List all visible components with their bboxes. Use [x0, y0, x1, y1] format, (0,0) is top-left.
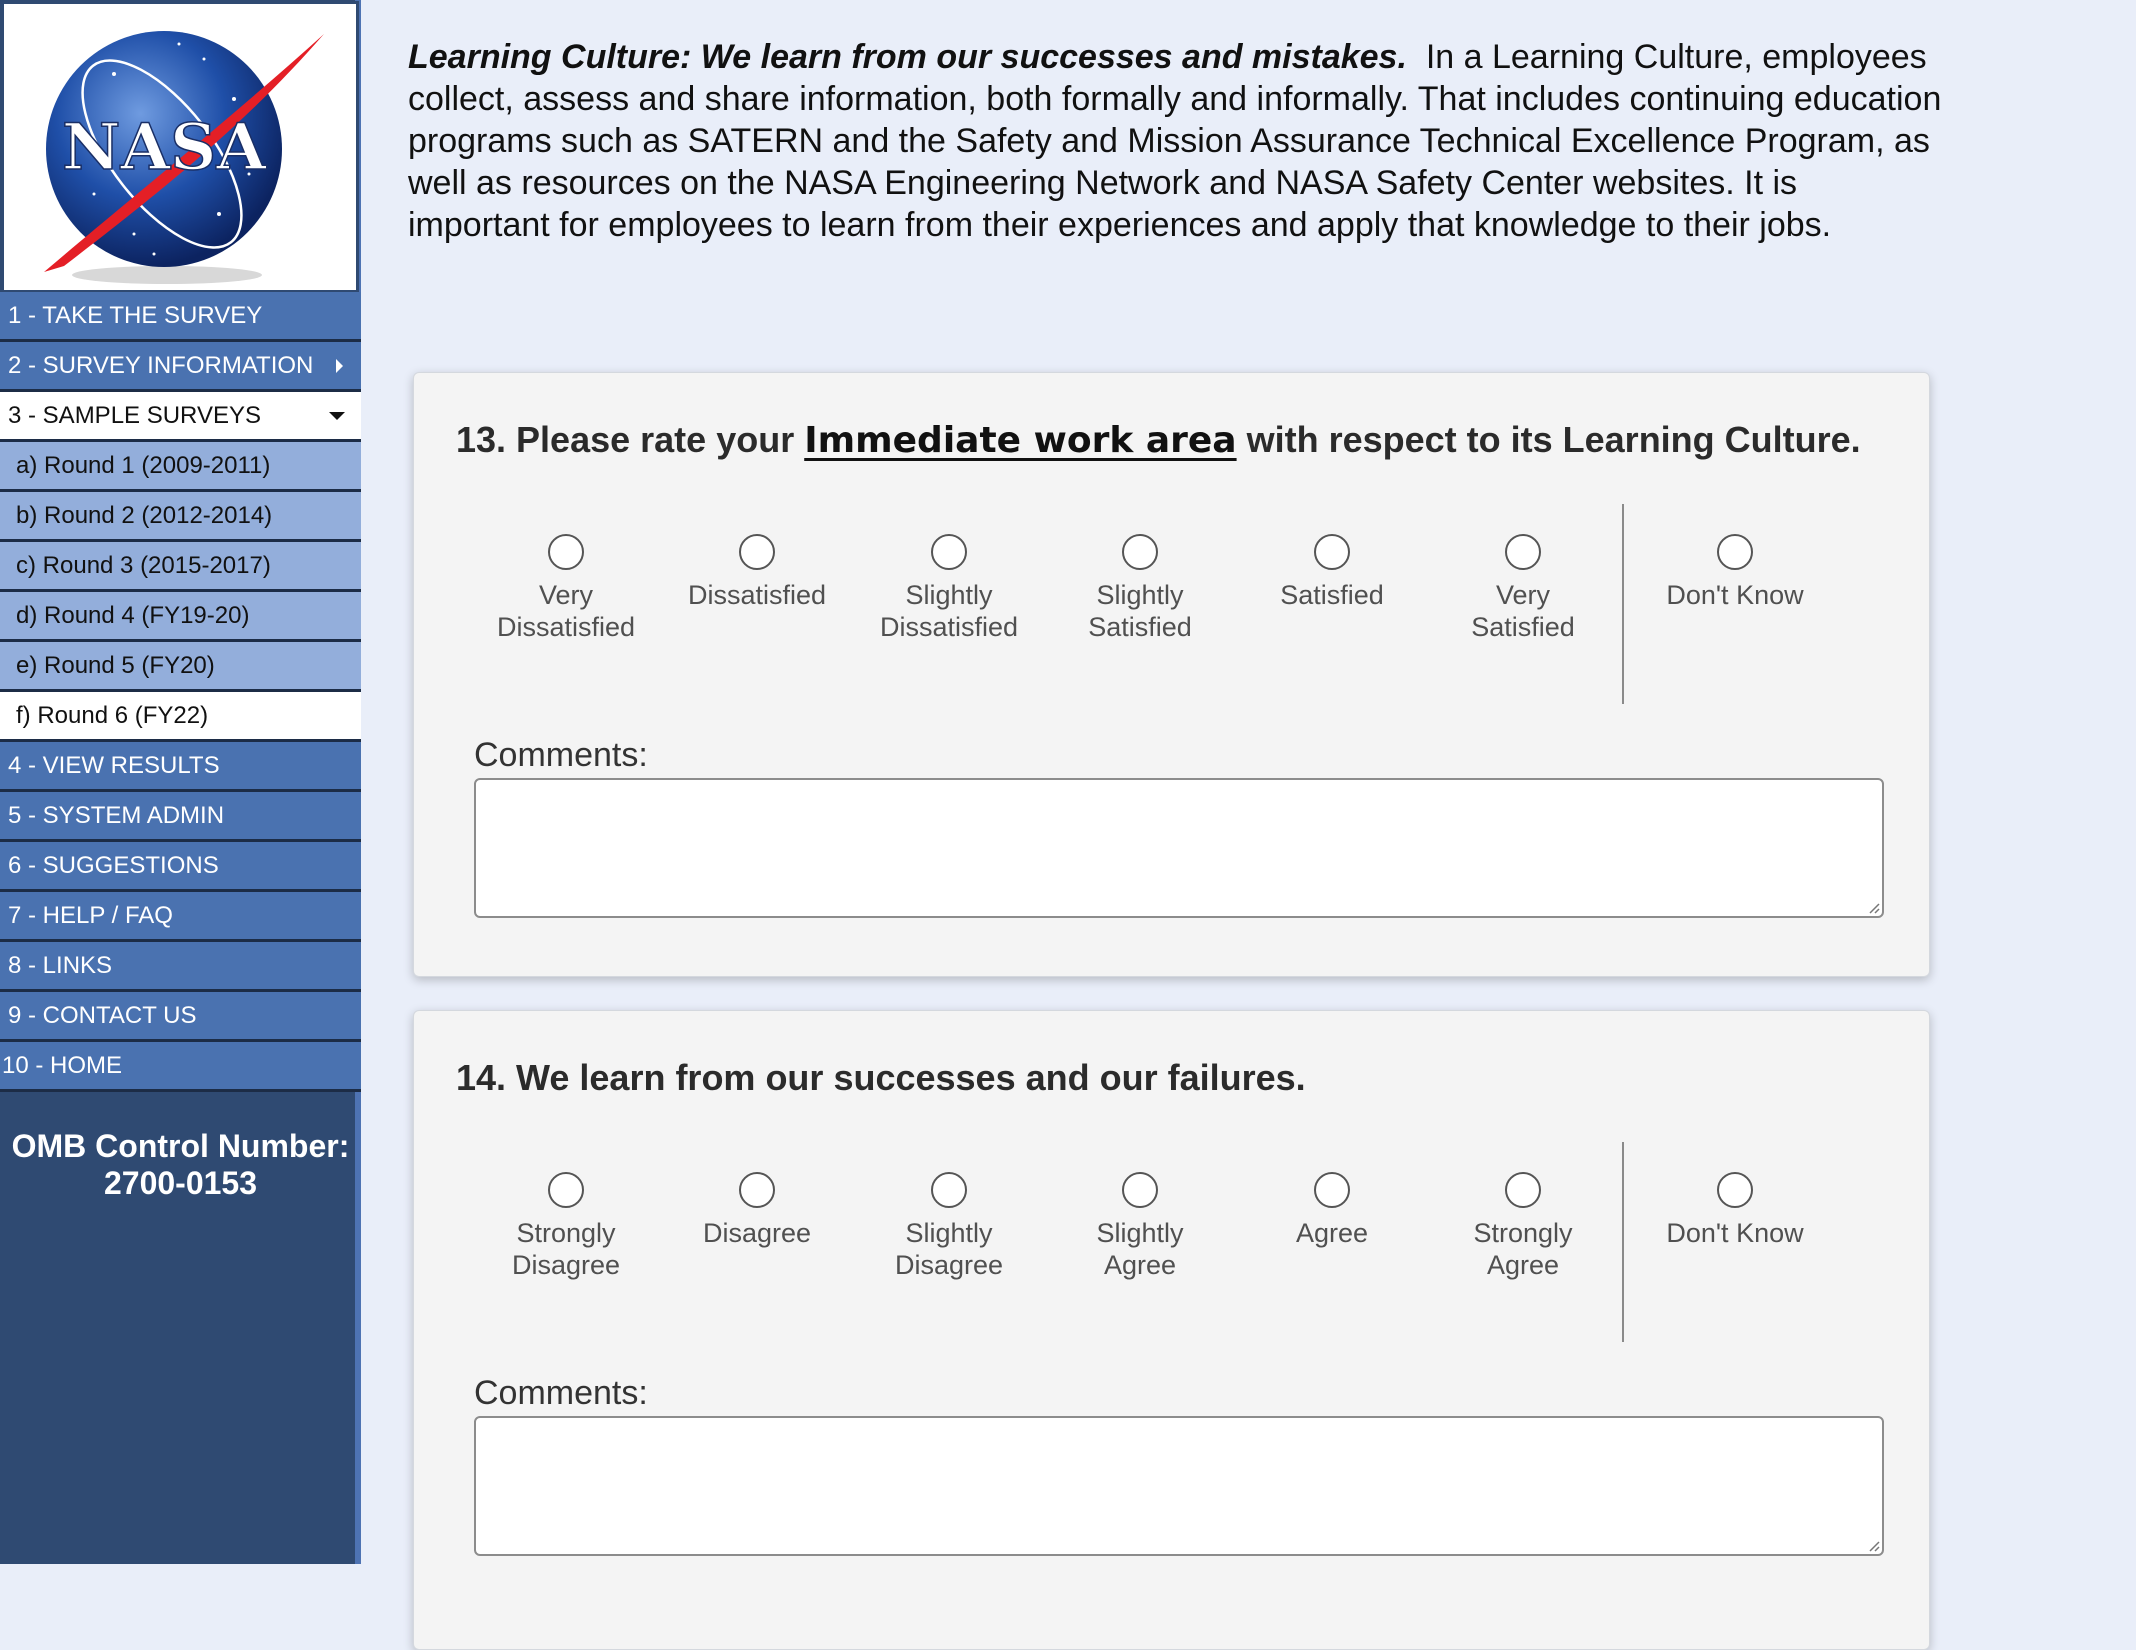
option-label: Slightly Satisfied [1088, 580, 1192, 642]
question-card-13 [413, 372, 1930, 977]
sidebar-item-system-admin[interactable] [0, 792, 361, 842]
sidebar-item-label: 4 - VIEW RESULTS [8, 752, 220, 779]
radio-button[interactable] [1505, 534, 1541, 570]
sidebar-item-label: d) Round 4 (FY19-20) [16, 602, 250, 629]
option-label: Dissatisfied [687, 580, 827, 610]
option-label: Slightly Agree [1096, 1218, 1184, 1280]
question-title-suffix: with respect to its Learning Culture. [1236, 419, 1861, 460]
question-title-emphasis: Immediate work area [804, 420, 1237, 461]
sidebar-item-label: c) Round 3 (2015-2017) [16, 552, 271, 579]
option-label: Strongly Agree [1473, 1218, 1573, 1280]
sidebar-subitem-round-2[interactable] [0, 492, 361, 542]
sidebar-item-label: 5 - SYSTEM ADMIN [8, 802, 225, 829]
option-label: Strongly Disagree [511, 1218, 621, 1280]
option-dont-know[interactable] [1645, 534, 1825, 611]
option-label: Slightly Dissatisfied [879, 580, 1019, 642]
sidebar-item-label: 10 - HOME [2, 1052, 123, 1079]
resize-grip-icon[interactable] [1866, 1538, 1880, 1552]
radio-button[interactable] [1314, 534, 1350, 570]
radio-button[interactable] [931, 1172, 967, 1208]
comments-textarea[interactable] [474, 778, 1884, 918]
learning-culture-intro [408, 36, 1948, 246]
nasa-meatball-icon [4, 4, 356, 290]
intro-body: In a Learning Culture, employees collect, assess and share information, both formally and informally. That includes continuing education programs such as SATERN and the Safety and Mission Assurance Technical Excellence Program, as well as resources on the NASA Engineering Network and NASA Safety Center websites. It is important for employees to learn from their experiences and apply that knowledge to their jobs. [408, 38, 1942, 244]
resize-grip-icon[interactable] [1866, 900, 1880, 914]
sidebar-item-label: 2 - SURVEY INFORMATION [8, 352, 314, 379]
sidebar-subitem-round-4[interactable] [0, 592, 361, 642]
sidebar-item-contact-us[interactable] [0, 992, 361, 1042]
option-label: Satisfied [1280, 580, 1384, 610]
option-label: Very Dissatisfied [496, 580, 636, 642]
sidebar-nav [0, 292, 361, 1092]
sidebar-item-label: 8 - LINKS [8, 952, 113, 979]
sidebar-item-label: 9 - CONTACT US [8, 1002, 197, 1029]
question-title [456, 419, 1861, 461]
options-divider [1622, 1142, 1624, 1342]
option-slightly-satisfied[interactable] [1050, 534, 1230, 643]
option-label: Don't Know [1666, 580, 1804, 610]
svg-text:NASA: NASA [61, 110, 267, 185]
sidebar-item-label: a) Round 1 (2009-2011) [16, 452, 271, 479]
sidebar-item-label: b) Round 2 (2012-2014) [16, 502, 273, 529]
option-agree[interactable] [1242, 1172, 1422, 1249]
radio-button[interactable] [739, 534, 775, 570]
comments-label: Comments: [474, 1374, 648, 1412]
chevron-down-icon [329, 412, 345, 420]
radio-button[interactable] [1122, 1172, 1158, 1208]
option-disagree[interactable] [667, 1172, 847, 1249]
option-label: Agree [1295, 1218, 1369, 1248]
option-very-satisfied[interactable] [1433, 534, 1613, 643]
radio-button[interactable] [1314, 1172, 1350, 1208]
question-title: 14. We learn from our successes and our failures. [456, 1057, 1306, 1098]
option-strongly-agree[interactable] [1433, 1172, 1613, 1281]
nasa-logo[interactable] [1, 1, 359, 293]
option-very-dissatisfied[interactable] [476, 534, 656, 643]
radio-button[interactable] [739, 1172, 775, 1208]
sidebar-item-take-survey[interactable] [0, 292, 361, 342]
option-dissatisfied[interactable] [667, 534, 847, 611]
options-divider [1622, 504, 1624, 704]
sidebar-item-survey-information[interactable] [0, 342, 361, 392]
chevron-right-icon [336, 359, 343, 373]
sidebar-item-label: 6 - SUGGESTIONS [8, 852, 219, 879]
option-slightly-disagree[interactable] [859, 1172, 1039, 1281]
omb-number: 2700-0153 [103, 1165, 258, 1201]
sidebar-item-view-results[interactable] [0, 742, 361, 792]
sidebar-subitem-round-1[interactable] [0, 442, 361, 492]
omb-control-number [0, 1128, 361, 1202]
radio-button[interactable] [1717, 534, 1753, 570]
sidebar-item-label: 1 - TAKE THE SURVEY [8, 302, 263, 329]
radio-button[interactable] [548, 1172, 584, 1208]
sidebar-item-label: f) Round 6 (FY22) [16, 702, 209, 729]
sidebar-item-label: e) Round 5 (FY20) [16, 652, 215, 679]
option-slightly-dissatisfied[interactable] [859, 534, 1039, 643]
sidebar-item-links[interactable] [0, 942, 361, 992]
option-dont-know[interactable] [1645, 1172, 1825, 1249]
option-label: Disagree [702, 1218, 812, 1248]
option-slightly-agree[interactable] [1050, 1172, 1230, 1281]
sidebar-item-suggestions[interactable] [0, 842, 361, 892]
radio-button[interactable] [1717, 1172, 1753, 1208]
option-strongly-disagree[interactable] [476, 1172, 656, 1281]
sidebar-item-sample-surveys[interactable] [0, 392, 361, 442]
question-title-prefix: 13. Please rate your [456, 419, 805, 460]
sidebar-item-label: 3 - SAMPLE SURVEYS [8, 402, 261, 429]
comments-textarea[interactable] [474, 1416, 1884, 1556]
omb-label: OMB Control Number: [11, 1128, 350, 1164]
sidebar-subitem-round-5[interactable] [0, 642, 361, 692]
radio-button[interactable] [1122, 534, 1158, 570]
intro-lead: Learning Culture: We learn from our successes and mistakes. [408, 38, 1407, 76]
option-label: Don't Know [1666, 1218, 1804, 1248]
sidebar-item-home[interactable] [0, 1042, 361, 1092]
sidebar-item-label: 7 - HELP / FAQ [8, 902, 173, 929]
sidebar-item-help-faq[interactable] [0, 892, 361, 942]
option-label: Slightly Disagree [894, 1218, 1004, 1280]
radio-button[interactable] [931, 534, 967, 570]
radio-button[interactable] [1505, 1172, 1541, 1208]
comments-label: Comments: [474, 736, 648, 774]
option-label: Very Satisfied [1471, 580, 1575, 642]
radio-button[interactable] [548, 534, 584, 570]
sidebar [0, 0, 361, 1564]
option-satisfied[interactable] [1242, 534, 1422, 611]
sidebar-subitem-round-6[interactable] [0, 692, 361, 742]
question-card-14 [413, 1010, 1930, 1650]
sidebar-subitem-round-3[interactable] [0, 542, 361, 592]
